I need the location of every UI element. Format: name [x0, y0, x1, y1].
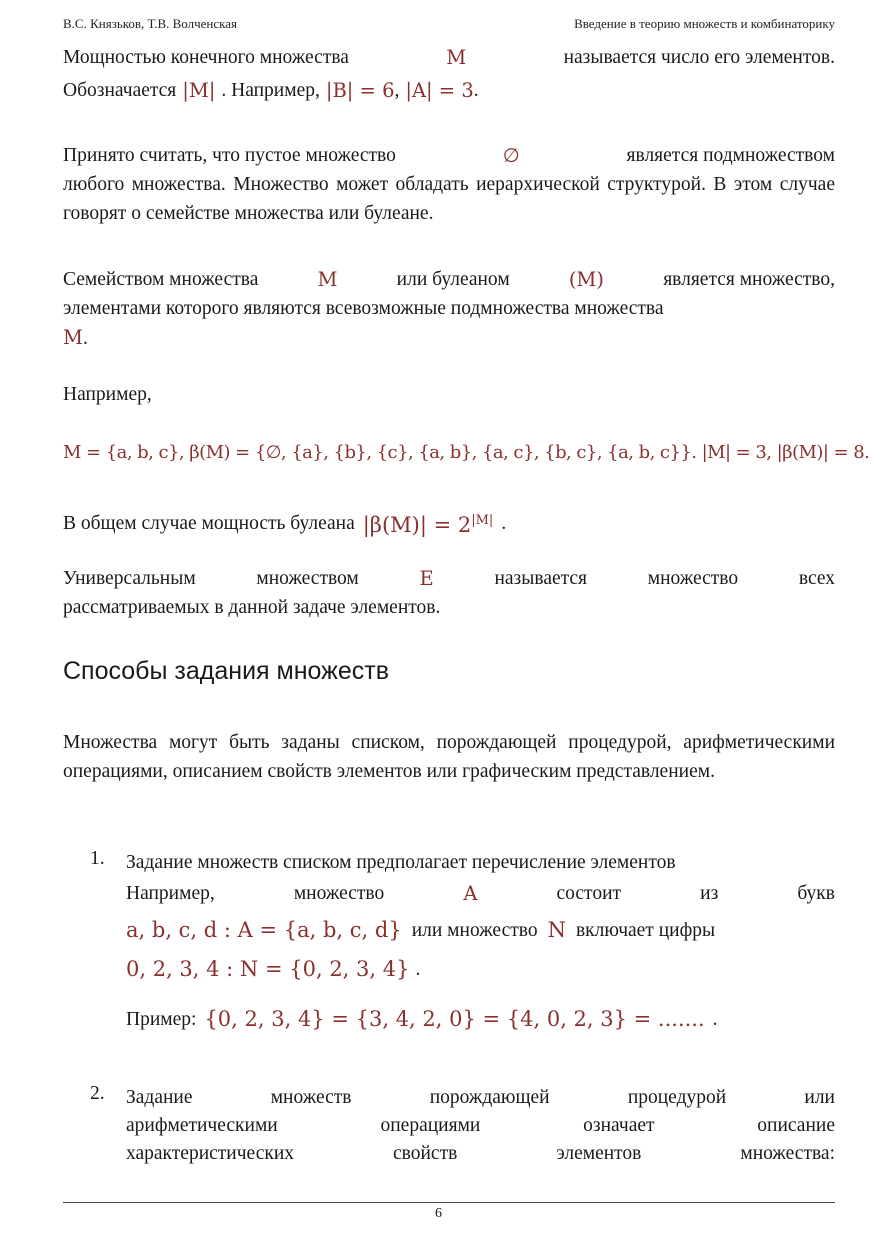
list-item-1 [126, 848, 835, 1043]
list-item-number: 1. [90, 848, 105, 869]
formula-exponent: |M| [471, 513, 494, 528]
text: является множество, [663, 269, 835, 290]
text: или булеаном [396, 269, 510, 290]
formula-base: |β(M)| = 2 [362, 513, 472, 537]
text: характеристических [126, 1142, 295, 1164]
math-cardinality: |M| [182, 78, 216, 102]
section-heading: Способы задания множеств [63, 657, 390, 685]
text: любого множества. Множество может обладать иерархической структурой. В этом случае говорят о семействе множества или булеане. [63, 174, 835, 224]
text: В общем случае мощность булеана [63, 512, 355, 534]
page-number: 6 [435, 1206, 442, 1221]
text: свойств [393, 1142, 458, 1164]
text: или [804, 1086, 835, 1108]
header-authors: В.С. Князьков, Т.В. Волченская [63, 16, 238, 31]
text: букв [797, 882, 835, 904]
math-set-a: A [463, 881, 478, 905]
text: процедурой [627, 1086, 727, 1108]
formula-power-set-size [363, 506, 494, 540]
text: Задание множеств списком предполагает перечисление элементов [126, 852, 676, 873]
text: . [415, 958, 421, 980]
text: Принято считать, что пустое множество [63, 145, 396, 166]
math-set-n: N [547, 917, 566, 942]
text: . [473, 79, 479, 101]
math-boolean: (M) [568, 268, 605, 291]
paragraph-power-set [63, 265, 835, 352]
text: или множество [411, 919, 538, 941]
text: Обозначается [63, 79, 177, 101]
text: Например, [126, 882, 215, 904]
header-title: Введение в теорию множеств и комбинаторику [574, 16, 835, 31]
text: элементами которого являются всевозможные подмножества множества [63, 298, 664, 319]
text: , [394, 79, 400, 101]
math-set-a-def: a, b, c, d : A = {a, b, c, d} [126, 917, 402, 942]
math-example-b: |B| = 6 [325, 78, 395, 102]
math-set-m: M [446, 45, 467, 69]
paragraph-cardinality [63, 42, 835, 108]
text: порождающей [429, 1086, 550, 1108]
text: Задание [126, 1086, 193, 1108]
math-empty-set: ∅ [502, 144, 520, 167]
text: называется [494, 567, 588, 589]
text: из [700, 882, 719, 904]
paragraph-set-definitions: Множества могут быть заданы списком, порождающей процедурой, арифметическими операциями, описанием свойств элементов или графическим представлением. [63, 732, 835, 782]
text: множество [293, 882, 385, 904]
paragraph-universal-set [63, 563, 835, 622]
paragraph-example [63, 380, 835, 409]
text: описание [757, 1114, 835, 1136]
text: арифметическими [126, 1114, 278, 1136]
math-set-m: M [63, 326, 83, 349]
text: Например, [63, 384, 152, 405]
text: . [82, 328, 88, 349]
text: Мощностью конечного множества [63, 46, 349, 68]
text: называется число его элементов. [563, 46, 835, 68]
text: всех [798, 567, 835, 589]
list-item-2 [126, 1083, 835, 1167]
text: рассматриваемых в данной задаче элементов. [63, 597, 441, 618]
formula-power-set-example: M = {a, b, c}, β(M) = {∅, {a}, {b}, {c}, {a, b}, {a, c}, {b, c}, {a, b, c}}. |M| = 3, |β(M)| = 8. [63, 442, 870, 463]
text: . [712, 1008, 718, 1030]
text: состоит [556, 882, 622, 904]
text: . Например, [221, 79, 320, 101]
math-set-n-def: 0, 2, 3, 4 : N = {0, 2, 3, 4} [126, 956, 410, 981]
text: множества: [740, 1142, 835, 1164]
text: множество [647, 567, 739, 589]
text: Семейством множества [63, 269, 259, 290]
math-set-m: M [317, 268, 338, 291]
text: . [501, 512, 507, 534]
running-header [63, 16, 835, 36]
math-example-a: |A| = 3 [405, 78, 474, 102]
text: включает цифры [575, 919, 716, 941]
text: операциями [380, 1114, 481, 1136]
text: множеств [270, 1086, 352, 1108]
text: элементов [556, 1142, 642, 1164]
text: множеством [256, 567, 359, 589]
paragraph-empty-set [63, 141, 835, 228]
text: Универсальным [63, 567, 196, 589]
paragraph-power-set-cardinality [63, 506, 835, 540]
text: является подмножеством [626, 145, 835, 166]
text: означает [583, 1114, 655, 1136]
list-item-number: 2. [90, 1083, 105, 1104]
footer-divider [63, 1202, 835, 1203]
text: Пример: [126, 1008, 197, 1030]
math-set-e: E [419, 566, 434, 590]
math-set-equality-example: {0, 2, 3, 4} = {3, 4, 2, 0} = {4, 0, 2, 3} = ....... [204, 1006, 705, 1031]
